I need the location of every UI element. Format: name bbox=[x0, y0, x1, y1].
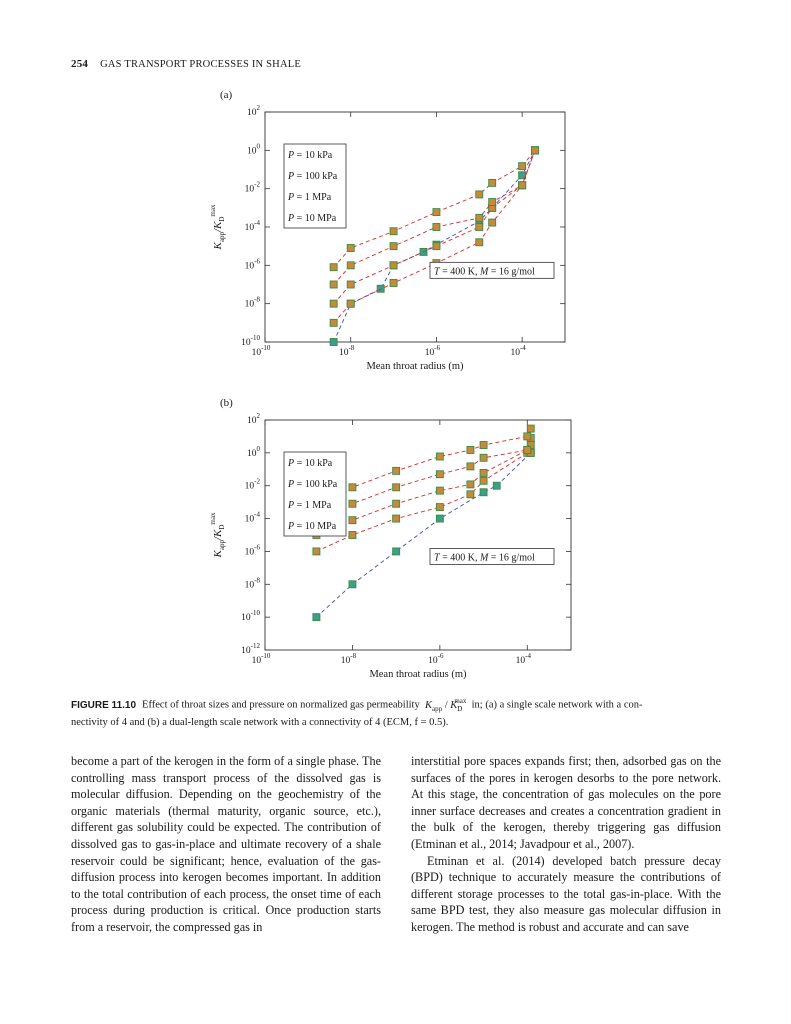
data-point bbox=[467, 446, 474, 453]
data-point bbox=[349, 484, 356, 491]
x-tick-label: $10^{-10}$ bbox=[251, 652, 271, 666]
data-point bbox=[476, 224, 483, 231]
y-tick-label: $10^{-10}$ bbox=[241, 609, 260, 624]
annotation-var: , M bbox=[474, 266, 489, 278]
y-tick-exponent: -6 bbox=[254, 257, 260, 266]
legend-entry-var: P bbox=[288, 150, 295, 161]
y-tick-exponent: -4 bbox=[254, 219, 260, 227]
data-point bbox=[480, 442, 487, 449]
legend-entry-value: = 10 MPa bbox=[294, 213, 337, 224]
data-point bbox=[467, 491, 474, 498]
paragraph: interstitial pore spaces expands first; then, adsorbed gas on the surfaces of the pores in kerogen desorbs to the pore network. At this stage, the concentration of gas molecules on the pore inner surface decreases and creates a concentration gradient in the bulk of the kerogen, thereby triggering gas diffusion (Etminan et al., 2014; Javadpour et al., 2007). bbox=[411, 754, 721, 851]
data-point bbox=[436, 504, 443, 511]
x-tick-exponent: -10 bbox=[261, 652, 271, 660]
data-point bbox=[390, 262, 397, 269]
x-axis-label: Mean throat radius (m) bbox=[366, 361, 464, 372]
y-axis-label-part: app bbox=[218, 232, 226, 243]
y-tick-label: $10^{-6}$ bbox=[244, 257, 260, 272]
paragraph: Etminan et al. (2014) developed batch pressure decay (BPD) technique to accurately measure the contributions of different storage processes to the total gas-in-place. With the same BPD test, they also measure gas molecular diffusion in kerogen. The method is robust and accurate and can save bbox=[411, 853, 721, 934]
panel-label: (b) bbox=[220, 397, 233, 409]
data-point bbox=[433, 224, 440, 231]
x-tick-label: $10^{-6}$ bbox=[428, 652, 444, 666]
figure-panel-a bbox=[0, 82, 791, 382]
x-tick-exponent: -6 bbox=[434, 344, 441, 352]
x-tick-exponent: -4 bbox=[519, 344, 526, 352]
data-point bbox=[347, 281, 354, 288]
legend-entry-value: = 100 kPa bbox=[294, 171, 338, 182]
data-point bbox=[393, 500, 400, 507]
x-axis-label: Mean throat radius (m) bbox=[369, 669, 467, 680]
y-tick-exponent: 0 bbox=[256, 142, 260, 151]
data-point bbox=[519, 182, 526, 189]
y-axis-label bbox=[209, 512, 226, 558]
data-point bbox=[519, 163, 526, 170]
data-point bbox=[393, 467, 400, 474]
y-tick-exponent: -2 bbox=[254, 180, 260, 189]
y-axis-label-part: /K bbox=[212, 221, 224, 233]
x-tick-label: $10^{-6}$ bbox=[424, 344, 441, 358]
legend-entry bbox=[287, 150, 333, 161]
legend-entry-value: = 1 MPa bbox=[294, 500, 332, 511]
caption-text-3: nectivity of 4 and (b) a dual-length scale network with a connectivity of 4 (ECM, f = 0.5). bbox=[71, 716, 449, 728]
figure-label: FIGURE 11.10 bbox=[71, 699, 137, 711]
legend-entry-value: = 10 kPa bbox=[294, 458, 333, 469]
y-tick-label: $10^0$ bbox=[247, 142, 260, 157]
data-point bbox=[480, 454, 487, 461]
paragraph: become a part of the kerogen in the form of a single phase. The controlling mass transport process of the dissolved gas is molecular diffusion. Depending on the geochemistry of the organic materials (thermal maturity, organic source, etc.), different gas solubility could be expected. The contribution of dissolved gas to gas-in-place and ultimate recovery of a shale reservoir could be significant; hence, evaluation of the gas-diffusion process into kerogen becomes important. In addition to the total contribution of each process, the onset time of each process during production is critical. Once production starts from a reservoir, the compressed gas in bbox=[71, 754, 381, 934]
x-tick-exponent: -8 bbox=[348, 344, 355, 352]
legend-entry-value: = 10 MPa bbox=[294, 521, 337, 532]
y-axis-label-part: K bbox=[212, 242, 224, 250]
data-point bbox=[476, 239, 483, 246]
data-point bbox=[330, 300, 337, 307]
x-tick-exponent: -6 bbox=[437, 652, 444, 660]
running-header bbox=[71, 58, 301, 70]
data-point bbox=[330, 264, 337, 271]
legend-entry-var: P bbox=[288, 500, 295, 511]
data-point bbox=[390, 243, 397, 250]
data-point bbox=[436, 487, 443, 494]
data-point bbox=[436, 471, 443, 478]
y-axis-label-part: max bbox=[209, 512, 217, 525]
x-tick-label: $10^{-10}$ bbox=[251, 344, 271, 358]
annotation-value: = 400 K bbox=[439, 266, 475, 278]
legend-entry bbox=[287, 213, 337, 224]
body-column-right bbox=[411, 753, 721, 936]
y-tick-label: $10^{-4}$ bbox=[244, 219, 260, 233]
x-tick-exponent: -8 bbox=[350, 652, 357, 660]
y-tick-label: $10^0$ bbox=[247, 444, 260, 459]
annotation-var: , M bbox=[474, 552, 489, 564]
data-point bbox=[349, 581, 356, 588]
running-title: GAS TRANSPORT PROCESSES IN SHALE bbox=[100, 59, 301, 70]
data-point bbox=[476, 191, 483, 198]
data-point bbox=[436, 515, 443, 522]
data-point bbox=[524, 446, 531, 453]
data-point bbox=[390, 228, 397, 235]
annotation-var: T bbox=[434, 552, 440, 564]
y-tick-exponent: -4 bbox=[254, 510, 260, 519]
figure-panel-b bbox=[0, 392, 791, 692]
annotation-text bbox=[434, 552, 535, 563]
data-point bbox=[480, 477, 487, 484]
data-point bbox=[330, 319, 337, 326]
data-point bbox=[347, 262, 354, 269]
y-axis-label-part: D bbox=[218, 524, 226, 530]
y-axis-label-part: /K bbox=[212, 529, 224, 541]
y-tick-exponent: -8 bbox=[254, 295, 260, 304]
y-tick-exponent: 0 bbox=[256, 444, 260, 453]
data-point bbox=[393, 484, 400, 491]
y-axis-label-part: max bbox=[209, 204, 217, 217]
legend-entry-value: = 100 kPa bbox=[294, 479, 338, 490]
y-tick-exponent: -8 bbox=[254, 576, 260, 585]
y-tick-label: $10^{-10}$ bbox=[241, 334, 260, 348]
y-tick-label: $10^{-8}$ bbox=[244, 576, 260, 591]
caption-formula: $K_{app} / K_D^{max}$ bbox=[424, 697, 467, 713]
figure-caption bbox=[71, 694, 721, 730]
panel-label: (a) bbox=[220, 89, 233, 101]
legend-entry-var: P bbox=[288, 213, 295, 224]
y-axis-label-part: D bbox=[218, 216, 226, 222]
legend-entry bbox=[287, 171, 338, 182]
y-axis-label bbox=[209, 204, 226, 250]
data-point bbox=[390, 279, 397, 286]
data-point bbox=[433, 243, 440, 250]
y-tick-exponent: -12 bbox=[250, 642, 260, 650]
data-point bbox=[467, 481, 474, 488]
data-point bbox=[480, 489, 487, 496]
data-point bbox=[393, 515, 400, 522]
annotation-var: T bbox=[434, 266, 440, 278]
data-point bbox=[489, 199, 496, 206]
y-tick-label: $10^2$ bbox=[247, 412, 260, 426]
legend-entry-var: P bbox=[288, 458, 295, 469]
y-tick-label: $10^{-8}$ bbox=[244, 295, 260, 310]
y-axis-label-part: K bbox=[212, 550, 224, 558]
data-point bbox=[349, 517, 356, 524]
legend-entry-var: P bbox=[288, 192, 295, 203]
y-tick-exponent: -6 bbox=[254, 543, 260, 552]
caption-text-1: Effect of throat sizes and pressure on normalized gas permeability bbox=[142, 699, 420, 711]
body-column-left bbox=[71, 753, 381, 936]
data-point bbox=[349, 532, 356, 539]
y-tick-exponent: 2 bbox=[256, 104, 260, 112]
y-axis-label-part: app bbox=[218, 540, 226, 551]
data-point bbox=[480, 469, 487, 476]
data-point bbox=[347, 300, 354, 307]
y-tick-label: $10^{-2}$ bbox=[244, 477, 260, 492]
y-tick-exponent: -10 bbox=[250, 334, 260, 342]
data-point bbox=[489, 219, 496, 226]
page-number: 254 bbox=[71, 58, 89, 70]
y-tick-label: $10^{-4}$ bbox=[244, 510, 260, 525]
legend-entry-var: P bbox=[288, 521, 295, 532]
data-point bbox=[467, 463, 474, 470]
y-tick-label: $10^2$ bbox=[247, 104, 260, 118]
legend-entry bbox=[287, 479, 338, 490]
x-tick-exponent: -10 bbox=[261, 344, 271, 352]
data-point bbox=[433, 209, 440, 216]
x-tick-label: $10^{-4}$ bbox=[510, 344, 526, 358]
x-tick-label: $10^{-8}$ bbox=[340, 652, 357, 666]
data-point bbox=[532, 147, 539, 154]
y-tick-exponent: -2 bbox=[254, 477, 260, 486]
data-point bbox=[347, 245, 354, 252]
data-point bbox=[393, 548, 400, 555]
y-tick-label: $10^{-12}$ bbox=[241, 642, 260, 656]
annotation-value: = 16 g/mol bbox=[488, 266, 535, 278]
legend-entry bbox=[287, 521, 337, 532]
legend-entry-var: P bbox=[288, 479, 295, 490]
data-point bbox=[527, 425, 534, 432]
y-tick-exponent: 2 bbox=[256, 412, 260, 420]
y-tick-label: $10^{-2}$ bbox=[244, 180, 260, 195]
x-tick-label: $10^{-4}$ bbox=[515, 652, 531, 666]
x-tick-label: $10^{-8}$ bbox=[339, 344, 355, 358]
data-point bbox=[436, 453, 443, 460]
data-point bbox=[313, 614, 320, 621]
data-point bbox=[313, 548, 320, 555]
x-tick-exponent: -4 bbox=[525, 652, 531, 660]
annotation-text bbox=[434, 266, 535, 277]
legend-entry-var: P bbox=[288, 171, 295, 182]
caption-text-2: in; (a) a single scale network with a con- bbox=[471, 699, 643, 711]
y-tick-exponent: -10 bbox=[250, 609, 260, 618]
data-point bbox=[330, 281, 337, 288]
annotation-value: = 16 g/mol bbox=[488, 552, 535, 564]
legend-entry bbox=[287, 192, 332, 203]
data-point bbox=[524, 433, 531, 440]
data-point bbox=[330, 339, 337, 346]
y-tick-label: $10^{-6}$ bbox=[244, 543, 260, 558]
legend-entry-value: = 1 MPa bbox=[294, 192, 332, 203]
data-point bbox=[489, 179, 496, 186]
data-point bbox=[493, 482, 500, 489]
data-point bbox=[349, 500, 356, 507]
legend-entry-value: = 10 kPa bbox=[294, 150, 333, 161]
legend-entry bbox=[287, 458, 333, 469]
annotation-value: = 400 K bbox=[439, 552, 475, 564]
legend-entry bbox=[287, 500, 332, 511]
data-point bbox=[476, 214, 483, 221]
